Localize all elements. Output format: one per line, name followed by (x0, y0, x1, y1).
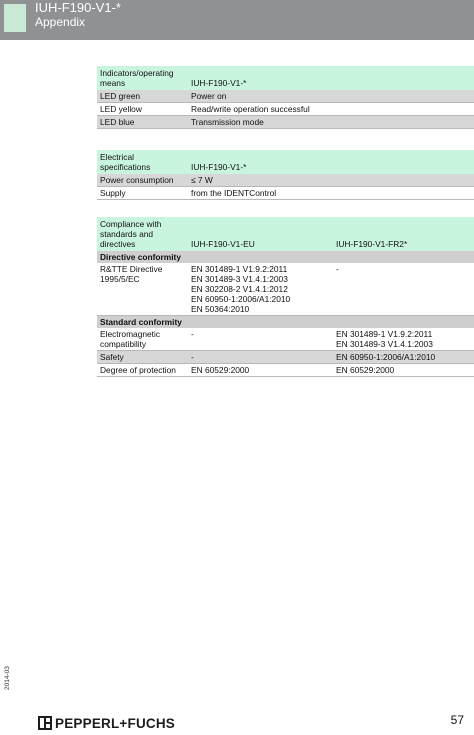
row-label: Electromagnetic compatibility (97, 328, 188, 351)
compliance-table (97, 217, 474, 377)
table-row (97, 351, 474, 364)
standard-line: EN 50364:2010 (191, 304, 250, 314)
row-value-eu (188, 263, 333, 316)
table-header-cell: IUH-F190-V1-EU (188, 217, 333, 251)
row-value-eu: - (188, 328, 333, 351)
header-title: IUH-F190-V1-* (35, 0, 121, 15)
row-value-fr2: EN 60529:2000 (333, 364, 474, 377)
row-value: Power on (188, 90, 474, 103)
header-subtitle: Appendix (35, 15, 86, 29)
row-value-eu: EN 60529:2000 (188, 364, 333, 377)
section-row-standard (97, 316, 474, 329)
pepperl-fuchs-logo-icon (38, 716, 52, 730)
row-value: ≤ 7 W (188, 174, 474, 187)
row-label: R&TTE Directive 1995/5/EC (97, 263, 188, 316)
row-label: LED blue (97, 116, 188, 129)
row-label: Power consumption (97, 174, 188, 187)
row-value: Read/write operation successful (188, 103, 474, 116)
table-header-cell: IUH-F190-V1-* (188, 150, 474, 174)
row-value: from the IDENTControl (188, 187, 474, 200)
table-header-row (97, 217, 474, 251)
brand-name: PEPPERL+FUCHS (55, 715, 175, 731)
electrical-table (97, 150, 474, 200)
table-row (97, 187, 474, 200)
row-label: Degree of protection (97, 364, 188, 377)
standard-line: EN 301489-3 V1.4.1:2003 (191, 274, 288, 284)
brand-logo (38, 715, 175, 731)
table-header-cell: Compliance with standards and directives (97, 217, 188, 251)
row-value-fr2 (333, 328, 474, 351)
section-title: Standard conformity (97, 316, 474, 329)
table-row (97, 116, 474, 129)
page-number: 57 (450, 713, 464, 727)
table-row (97, 328, 474, 351)
standard-line: EN 301489-1 V1.9.2:2011 (336, 329, 433, 339)
table-row (97, 103, 474, 116)
section-title: Directive conformity (97, 251, 474, 263)
standard-line: EN 301489-1 V1.9.2:2011 (191, 264, 288, 274)
table-header-cell: Indicators/operating means (97, 66, 188, 90)
table-row (97, 90, 474, 103)
table-header-row (97, 150, 474, 174)
row-label: LED yellow (97, 103, 188, 116)
indicators-table (97, 66, 474, 129)
table-row (97, 263, 474, 316)
row-label: Supply (97, 187, 188, 200)
table-header-cell: Electrical specifications (97, 150, 188, 174)
row-value: Transmission mode (188, 116, 474, 129)
table-header-row (97, 66, 474, 90)
page-header (0, 0, 474, 40)
table-header-cell: IUH-F190-V1-FR2* (333, 217, 474, 251)
table-row (97, 364, 474, 377)
standard-line: EN 301489-3 V1.4.1:2003 (336, 339, 433, 349)
edition-date: 2014-03 (4, 666, 11, 690)
table-header-cell: IUH-F190-V1-* (188, 66, 474, 90)
row-label: LED green (97, 90, 188, 103)
row-value-eu: - (188, 351, 333, 364)
row-value-fr2: - (333, 263, 474, 316)
row-label: Safety (97, 351, 188, 364)
section-row-directive (97, 251, 474, 263)
table-row (97, 174, 474, 187)
row-value-fr2: EN 60950-1:2006/A1:2010 (333, 351, 474, 364)
standard-line: EN 302208-2 V1.4.1:2012 (191, 284, 288, 294)
header-accent-square (4, 4, 26, 32)
standard-line: EN 60950-1:2006/A1:2010 (191, 294, 291, 304)
